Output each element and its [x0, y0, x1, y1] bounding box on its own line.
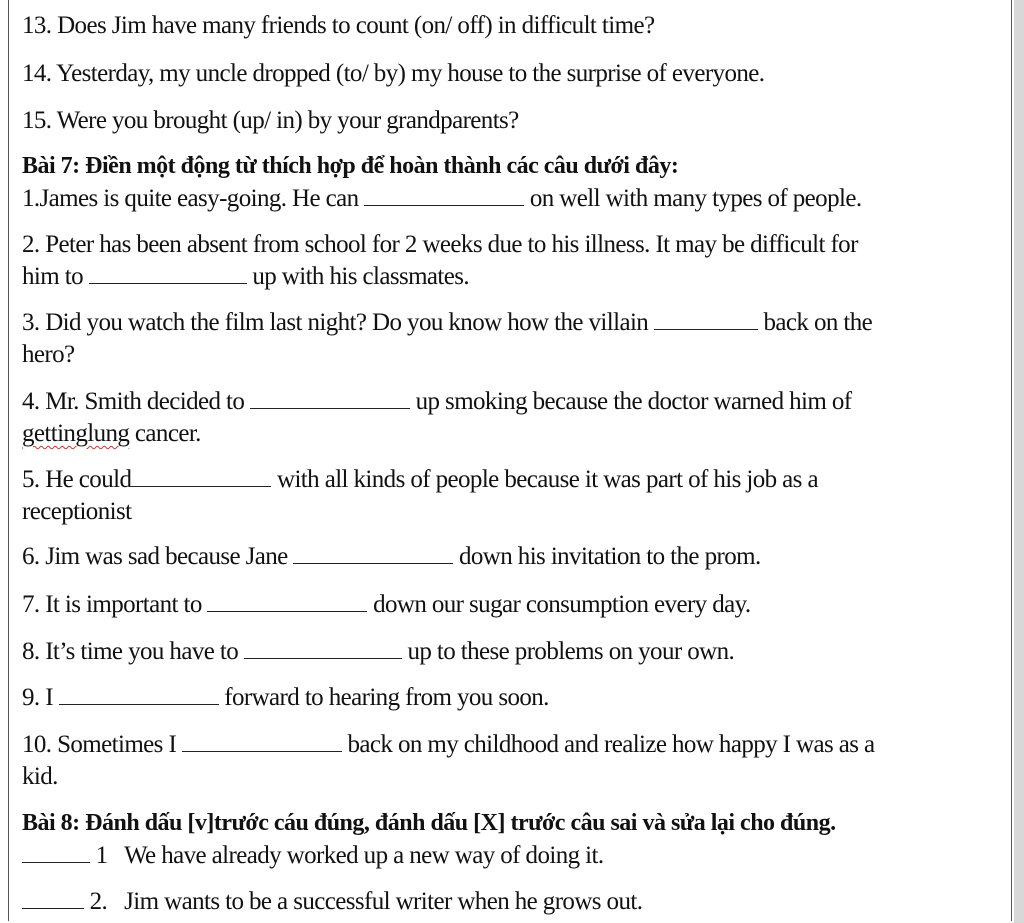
exercise-8-heading: Bài 8: Đánh dấu [v]trước cáu đúng, đánh dấu [X] trước câu sai và sửa lại cho đúng.	[22, 810, 836, 836]
ex7-item-2: 2. Peter has been absent from school for 2 weeks due to his illness. It may be difficult for	[22, 231, 858, 258]
answer-blank[interactable]	[131, 466, 271, 487]
ex7-item-6: 6. Jim was sad because Jane down his invitation to the prom.	[22, 543, 761, 570]
ex7-item-5-cont: receptionist	[22, 498, 132, 525]
ex7-item-8: 8. It’s time you have to up to these problems on your own.	[22, 638, 735, 665]
ex7-item-9: 9. I forward to hearing from you soon.	[22, 684, 549, 711]
ex7-item-3: 3. Did you watch the film last night? Do you know how the villain back on the	[22, 309, 873, 336]
page-frame	[8, 0, 1012, 921]
ex7-item-2-cont: him to up with his classmates.	[22, 263, 470, 290]
ex7-item-5: 5. He could with all kinds of people because it was part of his job as a	[22, 466, 818, 493]
ex8-item-1: 1 We have already worked up a new way of doing it.	[22, 840, 604, 872]
question-14: 14. Yesterday, my uncle dropped (to/ by) my house to the surprise of everyone.	[22, 60, 765, 87]
ex7-item-10-cont: kid.	[22, 763, 58, 790]
mark-blank[interactable]	[22, 888, 84, 909]
scroll-edge	[1014, 0, 1024, 923]
exercise-7-heading: Bài 7: Điền một động từ thích hợp để hoàn thành các câu dưới đây:	[22, 153, 679, 179]
ex7-item-7: 7. It is important to down our sugar consumption every day.	[22, 591, 751, 618]
ex7-item-1: 1.James is quite easy-going. He can on well with many types of people.	[22, 185, 862, 212]
ex7-item-3-cont: hero?	[22, 341, 75, 368]
ex7-item-10: 10. Sometimes I back on my childhood and realize how happy I was as a	[22, 731, 875, 758]
answer-blank[interactable]	[654, 309, 758, 330]
ex8-item-2: 2. Jim wants to be a successful writer when he grows out.	[22, 886, 642, 918]
answer-blank[interactable]	[250, 388, 410, 409]
answer-blank[interactable]	[207, 591, 367, 612]
ex7-item-4-cont: gettinglung cancer.	[22, 420, 201, 447]
spelling-error: gettinglung	[22, 420, 130, 447]
answer-blank[interactable]	[59, 684, 219, 705]
mark-blank[interactable]	[22, 842, 90, 863]
question-15: 15. Were you brought (up/ in) by your grandparents?	[22, 107, 519, 134]
ex7-item-4: 4. Mr. Smith decided to up smoking because the doctor warned him of	[22, 388, 852, 415]
answer-blank[interactable]	[364, 185, 524, 206]
answer-blank[interactable]	[293, 543, 453, 564]
answer-blank[interactable]	[182, 731, 342, 752]
question-13: 13. Does Jim have many friends to count (on/ off) in difficult time?	[22, 12, 655, 39]
answer-blank[interactable]	[89, 263, 247, 284]
answer-blank[interactable]	[244, 638, 402, 659]
